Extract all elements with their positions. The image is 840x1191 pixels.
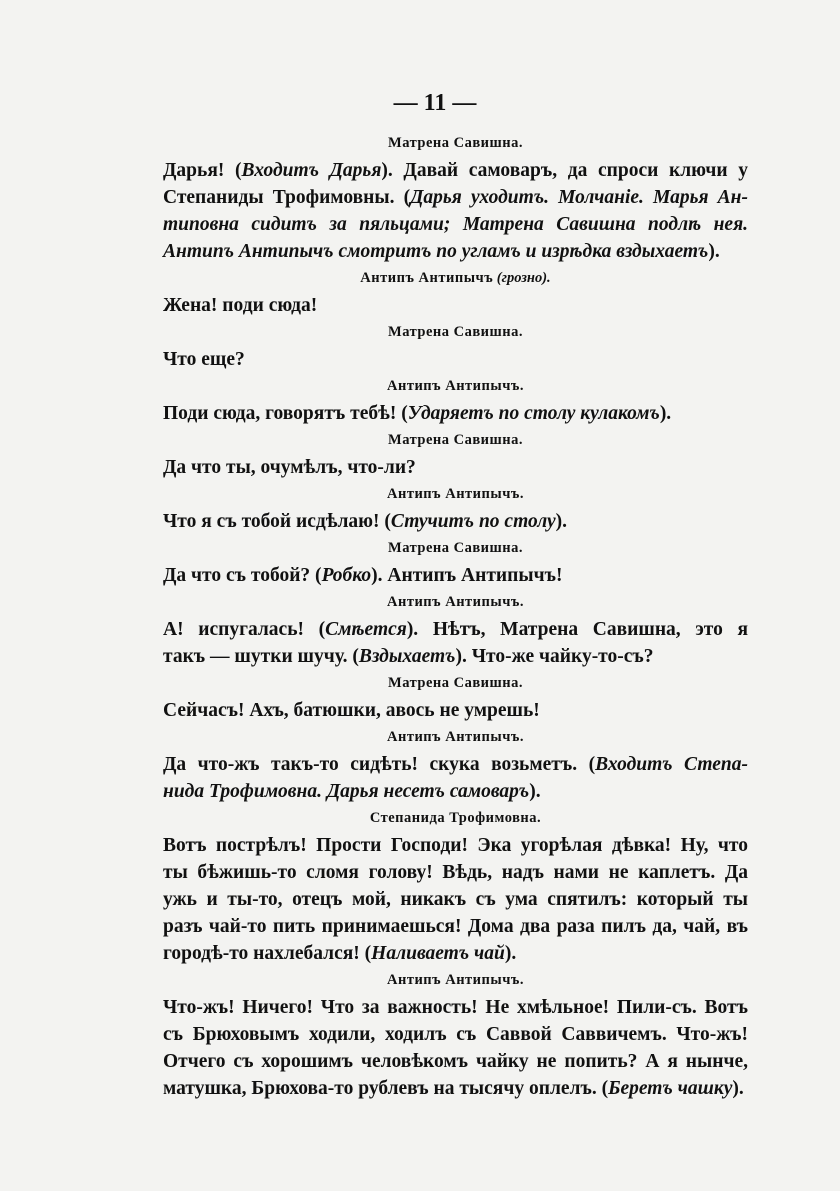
speaker-label: Матрена Савишна. [388, 675, 523, 691]
dialogue-line: Дарья! (Входитъ Дарья). Давай самоваръ, да спроси ключи у [163, 160, 748, 181]
speaker-name [163, 670, 748, 697]
dialogue-line: Сейчасъ! Ахъ, батюшки, авось не умрешь! [163, 700, 540, 721]
stage-direction: Входитъ Дарья [241, 160, 382, 181]
speaker-label: Антипъ Антипычъ. [387, 594, 524, 610]
stage-direction: Вздыхаетъ [358, 646, 456, 667]
dialogue-line: Что-жъ! Ничего! Что за важность! Не хмѣльное! Пили-съ. Вотъ [163, 997, 748, 1018]
dialogue-line: Вотъ пострѣлъ! Прости Господи! Эка угорѣлая дѣвка! Ну, что [163, 835, 748, 856]
speaker-name [163, 967, 748, 994]
speaker-label: Матрена Савишна. [388, 324, 523, 340]
speaker-label: Антипъ Антипычъ [360, 270, 494, 286]
speaker-name [163, 130, 748, 157]
page-number: — 11 — [393, 90, 477, 116]
speaker-name [163, 481, 748, 508]
speaker-label: Антипъ Антипычъ. [387, 378, 524, 394]
speaker-label: Антипъ Антипычъ. [387, 486, 524, 502]
speaker-label: Антипъ Антипычъ. [387, 729, 524, 745]
stage-direction: Входитъ Степа- [595, 754, 748, 775]
dialogue-line: Антипъ Антипычъ смотритъ по угламъ и изрѣдка вздыхаетъ). [163, 241, 720, 262]
dialogue-line: городѣ-то нахлебался! (Наливаетъ чай). [163, 943, 517, 964]
dialogue-line: ужь и ты-то, отецъ мой, никакъ съ ума спятилъ: который ты [163, 889, 748, 910]
speaker-label: Матрена Савишна. [388, 432, 523, 448]
dialogue-line: Да что-жъ такъ-то сидѣть! скука возьметъ. (Входитъ Степа- [163, 754, 748, 775]
dialogue-line: Что я съ тобой исдѣлаю! (Стучитъ по столу). [163, 511, 568, 532]
dialogue-line: Жена! поди сюда! [163, 295, 318, 316]
dialogue-line: нида Трофимовна. Дарья несетъ самоваръ). [163, 781, 541, 802]
stage-direction: Смѣется [325, 619, 407, 640]
speaker-label: Антипъ Антипычъ. [387, 972, 524, 988]
speaker-label: Матрена Савишна. [388, 540, 523, 556]
dialogue-line: такъ — шутки шучу. (Вздыхаетъ). Что-же чайку-то-съ? [163, 646, 654, 667]
dialogue-line: Да что съ тобой? (Робко). Антипъ Антипычъ! [163, 565, 563, 586]
stage-direction: Робко [321, 565, 372, 586]
dialogue-line: матушка, Брюхова-то рублевъ на тысячу оплелъ. (Беретъ чашку). [163, 1078, 744, 1099]
speaker-label: Матрена Савишна. [388, 135, 523, 151]
stage-direction: нида Трофимовна. Дарья несетъ самоваръ [163, 781, 530, 802]
speaker-label: Степанида Трофимовна. [369, 810, 542, 826]
stage-direction: Беретъ чашку [608, 1078, 733, 1099]
dialogue-line: ты бѣжишь-то сломя голову! Вѣдь, надъ нами не каплетъ. Да [163, 862, 748, 883]
speaker-name [163, 373, 748, 400]
dialogue-line: съ Брюховымъ ходили, ходилъ съ Саввой Саввичемъ. Что-жъ! [163, 1024, 748, 1045]
dialogue-line: Да что ты, очумѣлъ, что-ли? [163, 457, 416, 478]
dialogue-line [163, 211, 748, 238]
stage-direction: Стучитъ по столу [390, 511, 556, 532]
speaker-name [163, 319, 748, 346]
dialogue-line: А! испугалась! (Смѣется). Нѣтъ, Матрена Савишна, это я [163, 619, 749, 640]
dialogue-line: Степаниды Трофимовны. (Дарья уходитъ. Молчаніе. Марья Ан- [163, 187, 748, 208]
stage-direction: Антипъ Антипычъ смотритъ по угламъ и изрѣдка вздыхаетъ [163, 241, 709, 262]
stage-direction: Наливаетъ чай [371, 943, 505, 964]
stage-direction: Ударяетъ по столу кулакомъ [407, 403, 660, 424]
dialogue-line: Поди сюда, говорятъ тебѣ! (Ударяетъ по столу кулакомъ). [163, 403, 672, 424]
speaker-name [163, 535, 748, 562]
speaker-name [163, 805, 748, 832]
speaker-name [163, 724, 748, 751]
speaker-name [163, 265, 748, 292]
dialogue-line: разъ чай-то пить принимаешься! Дома два раза пилъ да, чай, въ [163, 916, 748, 937]
stage-direction: типовна сидитъ за пяльцами; Матрена Савишна подлѣ нея. [163, 214, 748, 235]
dialogue-line: Отчего съ хорошимъ человѣкомъ чайку не попить? А я нынче, [163, 1051, 748, 1072]
play-text [163, 130, 748, 1102]
speaker-name [163, 427, 748, 454]
speaker-stage-direction: (грозно). [493, 270, 551, 286]
speaker-name [163, 589, 748, 616]
dialogue-line: Что еще? [163, 349, 245, 370]
stage-direction: Дарья уходитъ. Молчаніе. Марья Ан- [410, 187, 748, 208]
